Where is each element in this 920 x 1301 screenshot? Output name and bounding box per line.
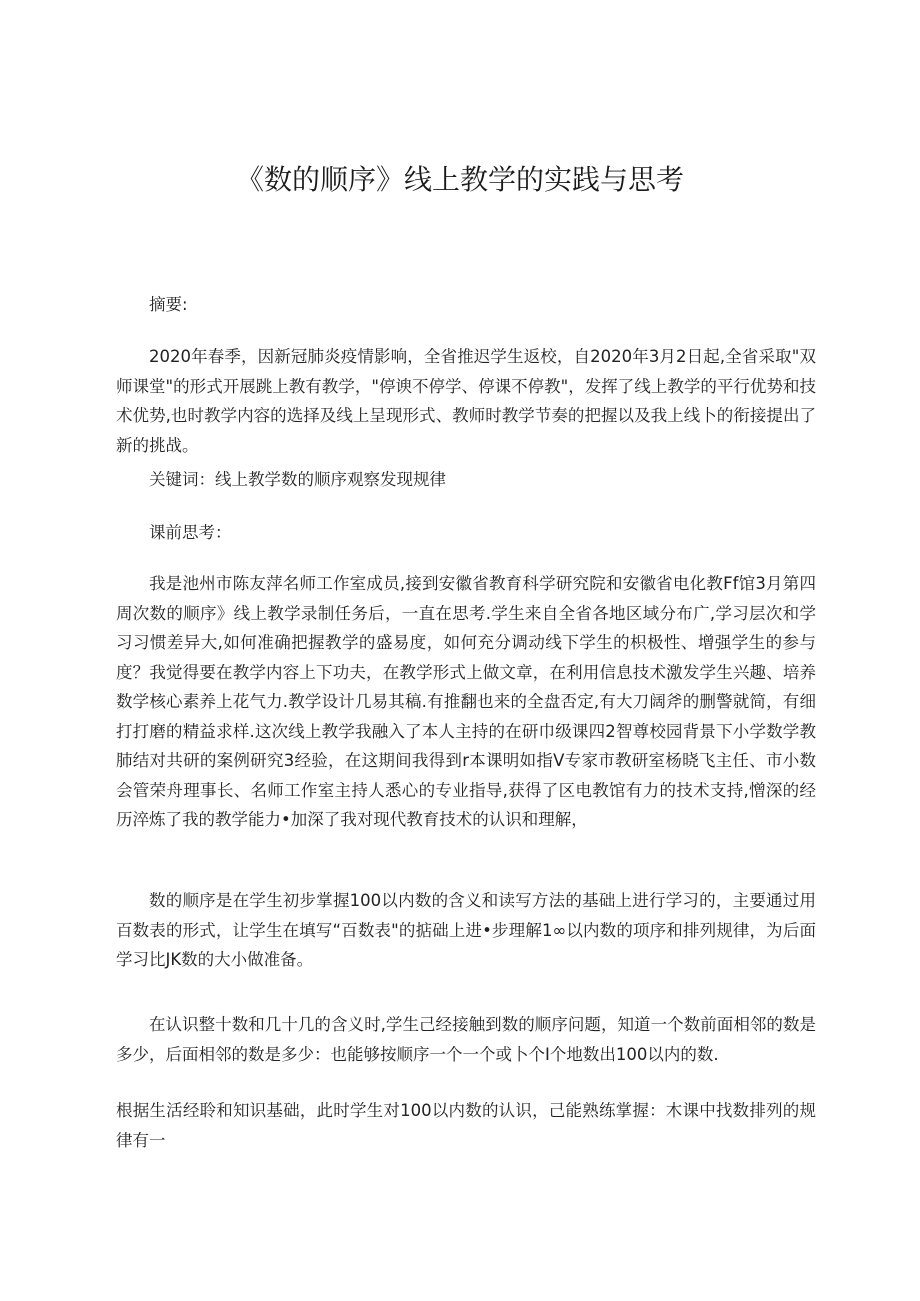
abstract-label: 摘要: [149,295,188,314]
abstract-paragraph: 2020年春季，因新冠肺炎疫情影响，全省推迟学生返校，自2020年3月2日起,全省采取"双师课堂"的形式开展跳上教有教学，"停谀不停学、停课不停教"，发挥了线上教学的平行优势和技术优势,也时教学内容的选择及线上呈现形式、教师时教学节奏的把握以及我上线卜的衔接提出了新的挑战。 [116,347,816,455]
keywords-line: 关键词：线上教学数的顺序观察发现规律 [149,470,446,489]
body-paragraph-3: 在认识整十数和几十几的含义时,学生己经接触到数的顺序问题，知道一个数前面相邻的数是多少，后面相邻的数是多少：也能够按顺序一个一个或卜个I个地数出100以内的数. [116,1015,816,1064]
body-paragraph-4: 根据生活经聆和知识基础，此时学生对100以内数的认识，己能熟练掌握：木课中找数排列的规律有一 [116,1101,816,1150]
body-paragraph-2: 数的顺序是在学生初步掌握100以内数的含义和读写方法的基础上进行学习的，主要通过用百数表的形式，让学生在填写“百数表"的掂础上进•步理解1∞以内数的项序和排列规律，为后面学习比JK数的大小做准备。 [116,891,816,969]
preclass-label: 课前思考： [149,523,232,542]
body-paragraph-1: 我是池州市陈友萍名师工作室成员,接到安徽省教育科学研究院和安徽省电化教Ff馆3月第四周次数的顺序》线上教学录制任务后，一直在思考.学生来自全省各地区域分布广,学习层次和学习习惯差异大,如何准确把握教学的盛易度，如何充分调动线下学生的枳极性、增强学生的参与度？我觉得要在教学内容上下功夫，在教学形式上做文章，在利用信息技术激发学生兴趣、培养数学核心素养上花气力.教学设计几易其稿.有推翻也来的全盘否定,有大刀阔斧的删警就简，有细打打磨的精益求样.这次线上教学我融入了本人主持的在研巾级课四2智尊校园背景下小学数学教肺结对共研的案例研究3经验，在这期间我得到r本课明如指V专家市教研室杨晓飞主任、市小数会管荣舟理事长、名师工作室主持人悉心的专业指导,获得了区电教馆有力的技术支持,憎深的经历淬炼了我的教学能力•加深了我对现代教育技术的认识和理解， [116,574,816,829]
document-title: 《数的顺序》线上教学的实践与思考 [235,163,684,196]
